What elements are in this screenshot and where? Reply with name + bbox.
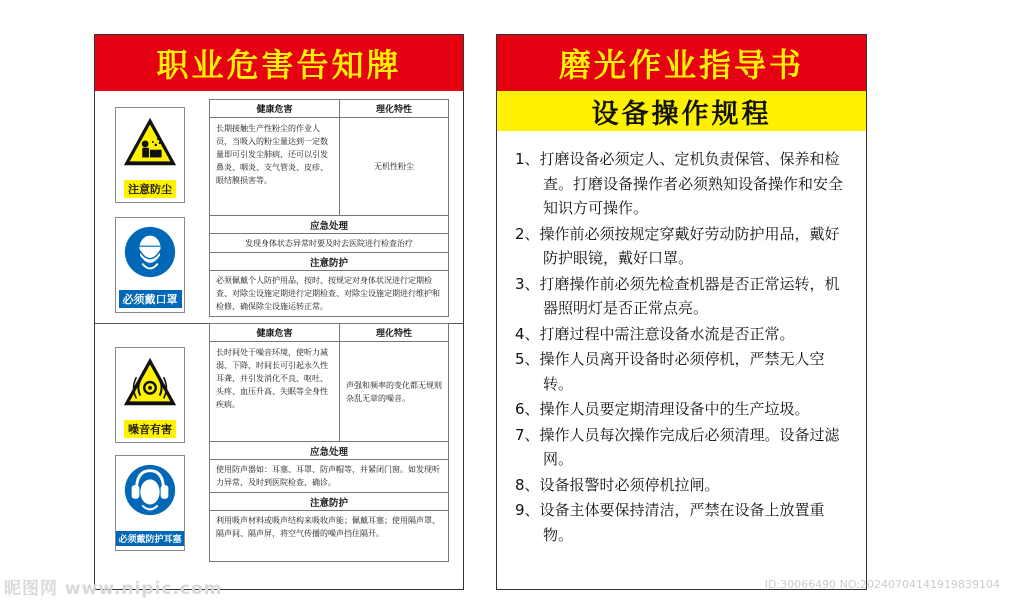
dust-hazard-table [209, 99, 449, 317]
dust-health-hazard-text: 长期接触生产性粉尘的作业人员，当吸入的粉尘量达到一定数量即可引发尘肺病，还可以引发鼻炎、咽炎、支气管炎、皮疹、眼结膜损害等。 [210, 118, 340, 215]
dust-property-text: 无机性粉尘 [374, 162, 414, 171]
noise-property-header: 理化特性 [375, 329, 412, 339]
noise-hazard-table [209, 323, 449, 562]
hazard-board-title: 职业危害告知牌 [156, 46, 402, 84]
instruction-item: 3、打磨操作前必须先检查机器是否正常运转，机器照明灯是否正常点亮。 [515, 274, 840, 317]
instruction-board-title: 磨光作业指导书 [558, 46, 804, 84]
instruction-item: 4、打磨过程中需注意设备水流是否正常。 [515, 324, 795, 343]
noise-health-hazard-text: 长时间处于噪音环境，使听力减弱、下降，时间长可引起永久性耳聋，并引发消化不良、呕吐、头疼、血压升高、失眠等全身性疾病。 [210, 342, 340, 441]
mask-mandatory-sign [115, 217, 185, 313]
noise-emergency-text: 使用防声器如：耳塞、耳罩、防声帽等，并紧闭门窗。如发现听力异常，及时到医院检查，确诊。 [210, 460, 448, 493]
instruction-item: 1、打磨设备必须定人、定机负责保管、保养和检查。打磨设备操作者必须熟知设备操作和安全知识方可操作。 [515, 150, 844, 217]
dust-hazard-row [210, 118, 448, 216]
dust-health-hazard-header: 健康危害 [210, 100, 340, 117]
noise-emergency-title: 应急处理 [210, 442, 448, 460]
instruction-subtitle-bar [497, 91, 866, 131]
earmuff-icon [121, 462, 179, 518]
noise-health-hazard-header: 健康危害 [210, 324, 340, 341]
noise-hazard-row [210, 342, 448, 442]
instruction-board-title-bar [497, 35, 866, 91]
mask-icon [121, 224, 179, 280]
dust-protection-text: 必须佩戴个人防护用品，按时、按规定对身体状况进行定期检查、对除尘设施定期进行定期检查、对除尘设施定期进行维护和检修，确保除尘设施运转正常。 [216, 276, 440, 311]
noise-warning-icon [121, 354, 179, 410]
noise-protection-title: 注意防护 [210, 493, 448, 511]
dust-emergency-text: 发现身体状态异常时要及时去医院进行检查治疗 [210, 234, 448, 253]
noise-table-header [210, 324, 448, 342]
earmuff-mandatory-label: 必须戴防护耳塞 [116, 531, 183, 546]
grinding-instruction-board [496, 34, 867, 590]
watermark-left: 昵图网 www.nipic.com [4, 579, 223, 599]
noise-warning-label: 噪音有害 [124, 420, 176, 438]
hazard-board-title-bar [95, 35, 463, 91]
dust-warning-label: 注意防尘 [124, 180, 176, 198]
instruction-item: 9、设备主体要保持清洁，严禁在设备上放置重物。 [515, 501, 825, 544]
dust-table-header [210, 100, 448, 118]
watermark-right: ID:30066490 NO:20240704141919839104 [764, 578, 1000, 591]
instruction-item: 7、操作人员每次操作完成后必须清理。设备过滤网。 [515, 425, 840, 468]
dust-protection-title: 注意防护 [210, 253, 448, 271]
earmuff-mandatory-sign [115, 455, 185, 551]
dust-warning-sign [115, 107, 185, 203]
dust-emergency-title: 应急处理 [210, 216, 448, 234]
dust-property-header: 理化特性 [375, 105, 412, 115]
instruction-item: 5、操作人员离开设备时必须停机，严禁无人空转。 [515, 350, 825, 393]
instruction-list [515, 147, 852, 548]
mask-mandatory-label: 必须戴口罩 [119, 290, 182, 308]
instruction-subtitle: 设备操作规程 [591, 98, 772, 130]
instruction-item: 8、设备报警时必须停机拉闸。 [515, 475, 720, 494]
noise-protection-text: 利用吸声材料或吸声结构来吸收声能；佩戴耳塞；使用隔声罩、隔声间、隔声屏，将空气传播的噪声挡住隔开。 [216, 516, 440, 538]
instruction-item: 2、操作前必须按规定穿戴好劳动防护用品，戴好防护眼镜，戴好口罩。 [515, 224, 840, 267]
dust-warning-icon [121, 114, 179, 170]
noise-warning-sign [115, 347, 185, 443]
occupational-hazard-board [94, 34, 464, 590]
instruction-item: 6、操作人员要定期清理设备中的生产垃圾。 [515, 400, 810, 418]
noise-property-text: 声强和频率的变化都无规则杂乱无章的噪音。 [346, 380, 442, 403]
